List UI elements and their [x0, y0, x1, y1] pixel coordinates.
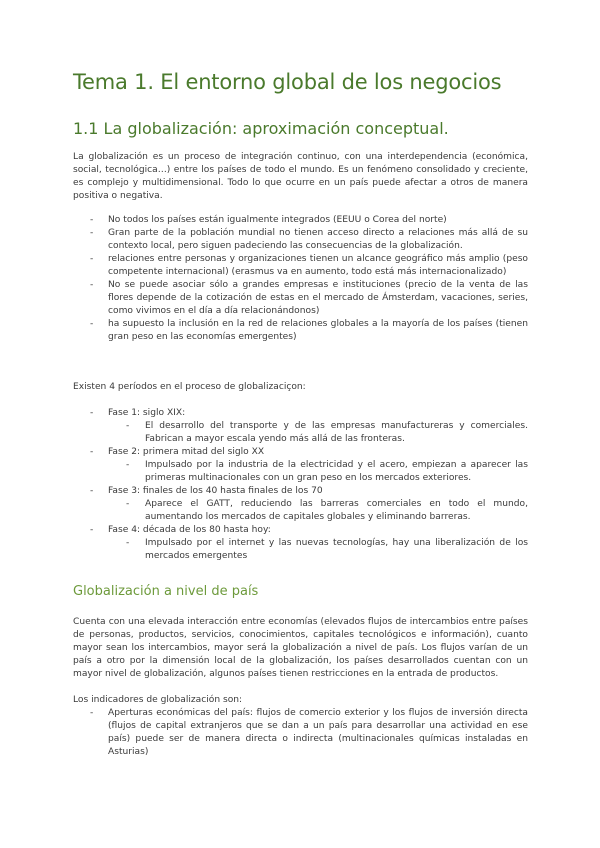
list-item: - relaciones entre personas y organizaciones tienen un alcance geográfico más amplio (peso competente internacional) (erasmus va en aumento, todo está más internacionalizado) [90, 253, 528, 279]
phase-label: Fase 2: primera mitad del siglo XX [108, 447, 265, 457]
features-list [90, 214, 528, 344]
list-item: - ha supuesto la inclusión en la red de relaciones globales a la mayoría de los países (tienen gran peso en las economías emergentes) [90, 318, 528, 344]
phase-item [90, 446, 528, 485]
phase-sublist [108, 537, 528, 563]
phase-label: Fase 4: década de los 80 hasta hoy: [108, 525, 271, 535]
phase-detail: - El desarrollo del transporte y de las empresas manufactureras y comerciales. Fabrican a mayor escala yendo más allá de las fronteras. [108, 420, 528, 446]
list-item: - No todos los países están igualmente integrados (EEUU o Corea del norte) [90, 214, 528, 227]
phase-item [90, 407, 528, 446]
phase-sublist [108, 420, 528, 446]
phase-item [90, 524, 528, 563]
list-item: - Gran parte de la población mundial no tienen acceso directo a relaciones más allá de su contexto local, pero siguen padeciendo las consecuencias de la globalización. [90, 227, 528, 253]
phase-item [90, 485, 528, 524]
subsection-heading: Globalización a nivel de país [73, 584, 259, 599]
section-heading: 1.1 La globalización: aproximación conceptual. [73, 119, 449, 138]
phase-sublist [108, 459, 528, 485]
phase-label: Fase 1: siglo XIX: [108, 408, 186, 418]
list-item: - No se puede asociar sólo a grandes empresas e instituciones (precio de la venta de las flores depende de la cotización de estas en el mercado de Ámsterdam, vacaciones, series, como vivimos en el día a día relacionándonos) [90, 279, 528, 318]
intro-paragraph: La globalización es un proceso de integración continuo, con una interdependencia (económica, social, tecnológica…) entre los países de todo el mundo. Es un fenómeno consolidado y creciente, es complejo y multidimensional. Todo lo que ocurre en un país puede afectar a otros de manera positiva o negativa. [73, 152, 528, 201]
phase-detail: - Impulsado por el internet y las nuevas tecnologías, hay una liberalización de los mercados emergentes [108, 537, 528, 563]
phase-detail: - Impulsado por la industria de la electricidad y el acero, empiezan a aparecer las primeras multinacionales con un gran peso en los mercados exteriores. [108, 459, 528, 485]
phase-detail: - Aparece el GATT, reduciendo las barreras comerciales en todo el mundo, aumentando los mercados de capitales globales y eliminando barreras. [108, 498, 528, 524]
indicators-list [90, 707, 528, 759]
indicators-intro: Los indicadores de globalización son: [73, 695, 243, 705]
page-title: Tema 1. El entorno global de los negocios [73, 70, 502, 94]
phase-sublist [108, 498, 528, 524]
phases-list [90, 407, 528, 563]
periods-intro: Existen 4 períodos en el proceso de globalizaciçon: [73, 382, 306, 392]
list-item: - Aperturas económicas del país: flujos de comercio exterior y los flujos de inversión directa (flujos de capital extranjeros que se dan a un país para desarrollar una actividad en ese país) puede ser de manera directa o indirecta (multinacionales químicas instaladas en Asturias) [90, 707, 528, 759]
country-paragraph: Cuenta con una elevada interacción entre economías (elevados flujos de intercambios entre países de personas, productos, servicios, conocimientos, capitales tecnológicos e información), cuanto mayor sean los intercambios, mayor será la globalización a nivel de país. Los flujos varían de un país a otro por la dimensión local de la globalización, los países desarrollados cuentan con un mayor nivel de globalización, algunos países tienen restricciones en la entrada de productos. [73, 617, 528, 679]
phase-label: Fase 3: finales de los 40 hasta finales de los 70 [108, 486, 323, 496]
